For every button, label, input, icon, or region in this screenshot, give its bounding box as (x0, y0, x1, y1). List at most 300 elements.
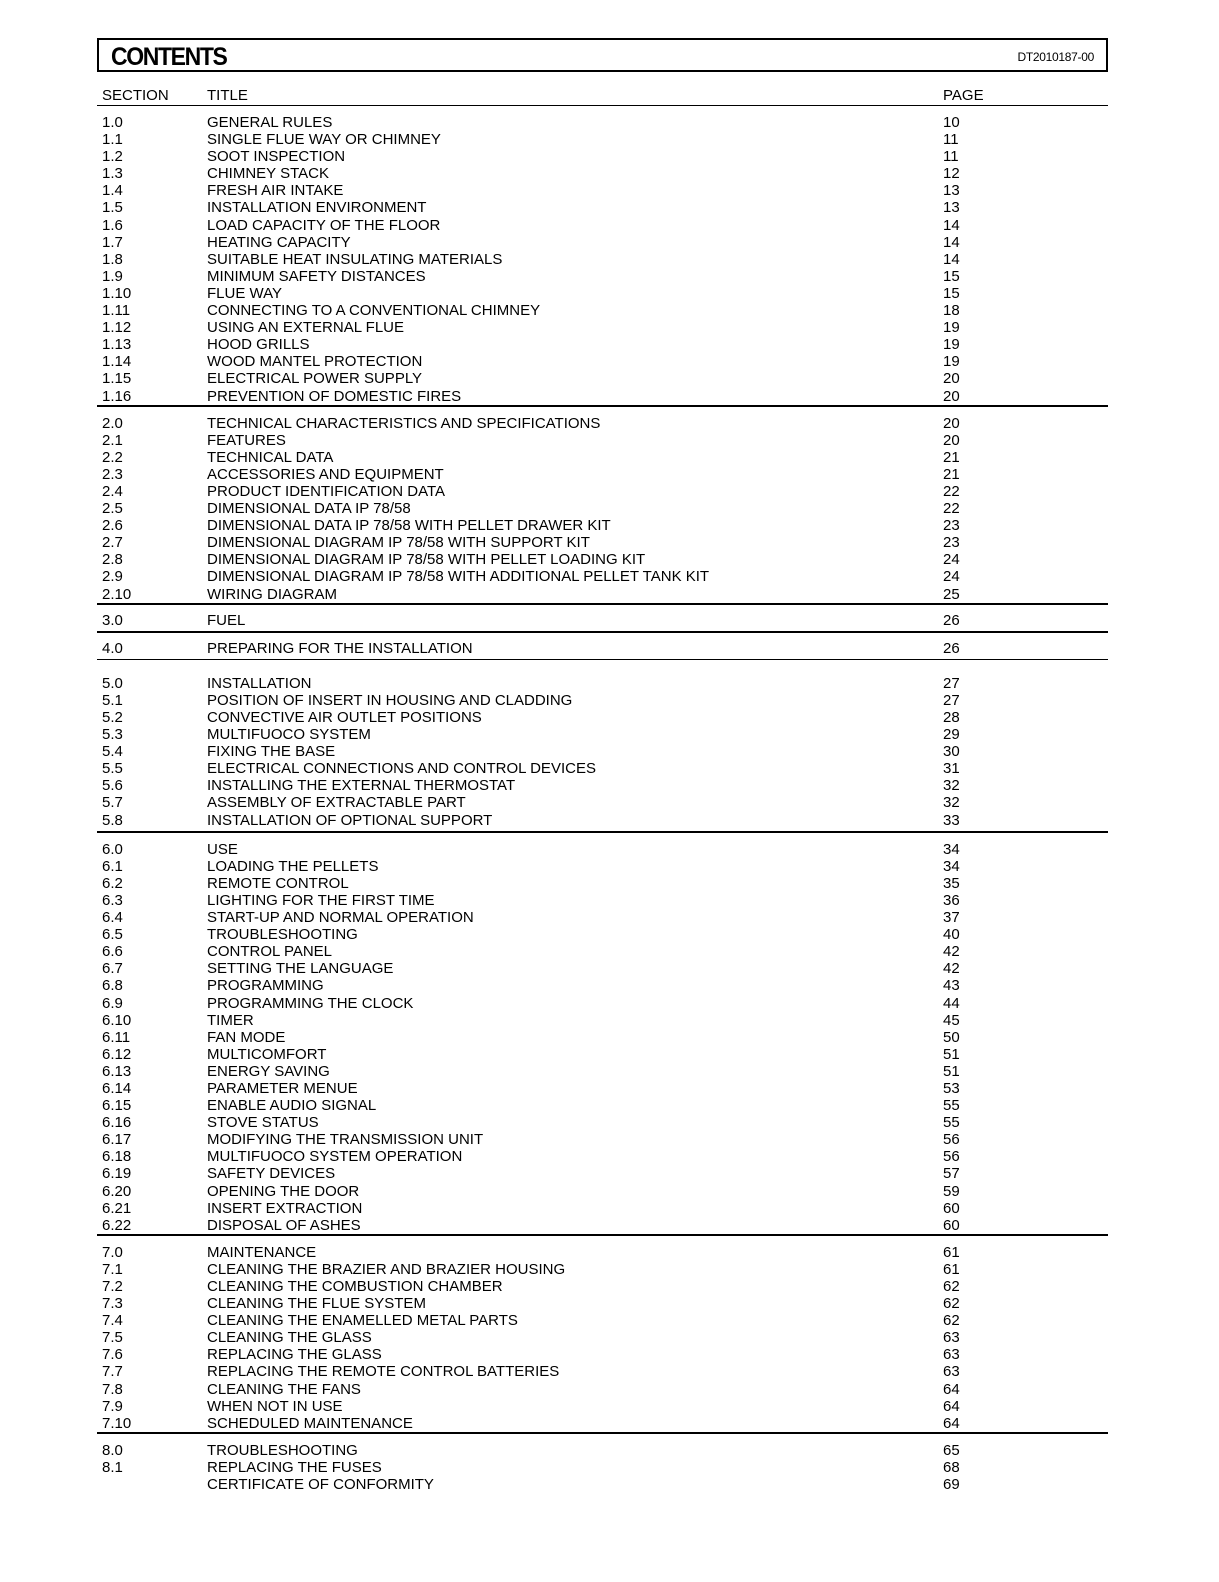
toc-title: INSTALLATION (207, 674, 312, 692)
toc-row (97, 1063, 1108, 1080)
toc-title: SAFETY DEVICES (207, 1165, 336, 1183)
toc-row (97, 353, 1108, 370)
toc-title: CLEANING THE BRAZIER AND BRAZIER HOUSING (207, 1260, 566, 1278)
toc-title: LOAD CAPACITY OF THE FLOOR (207, 216, 441, 234)
toc-row (97, 217, 1108, 234)
toc-title: PREVENTION OF DOMESTIC FIRES (207, 387, 462, 405)
toc-page-number: 64 (943, 1380, 960, 1398)
toc-row (97, 1217, 1108, 1234)
toc-page-number: 32 (943, 777, 960, 795)
toc-page-number: 63 (943, 1363, 960, 1381)
toc-page-number: 13 (943, 182, 960, 200)
toc-row (97, 449, 1108, 466)
toc-section-number: 2.9 (102, 568, 123, 586)
toc-page-number: 55 (943, 1097, 960, 1115)
toc-section-number: 1.14 (102, 353, 132, 371)
toc-section-number: 2.6 (102, 517, 123, 535)
toc-page-number: 10 (943, 114, 960, 131)
toc-page-number: 57 (943, 1165, 960, 1183)
toc-title: FIXING THE BASE (207, 743, 336, 761)
toc-row (97, 1476, 1108, 1493)
toc-row (97, 199, 1108, 216)
toc-row (97, 1346, 1108, 1363)
column-header-title: TITLE (207, 87, 248, 104)
toc-row (97, 1398, 1108, 1415)
toc-row (97, 1329, 1108, 1346)
toc-section-number: 5.5 (102, 760, 123, 778)
toc-row (97, 777, 1108, 794)
toc-title: WHEN NOT IN USE (207, 1397, 343, 1415)
toc-page-number: 11 (943, 148, 959, 166)
toc-title: FRESH AIR INTAKE (207, 182, 344, 200)
toc-title: ENABLE AUDIO SIGNAL (207, 1097, 377, 1115)
toc-title: PROGRAMMING THE CLOCK (207, 994, 414, 1012)
toc-page-number: 32 (943, 794, 960, 812)
toc-page-number: 26 (943, 639, 960, 657)
toc-title: MULTIFUOCO SYSTEM OPERATION (207, 1148, 463, 1166)
toc-row (97, 500, 1108, 517)
toc-title: WOOD MANTEL PROTECTION (207, 353, 423, 371)
toc-title: LIGHTING FOR THE FIRST TIME (207, 891, 435, 909)
toc-row (97, 612, 1108, 629)
toc-title: CHIMNEY STACK (207, 165, 329, 183)
toc-section-number: 1.5 (102, 199, 123, 217)
toc-row (97, 1442, 1108, 1459)
toc-section-number: 6.13 (102, 1062, 132, 1080)
toc-row (97, 336, 1108, 353)
toc-section-number: 5.8 (102, 811, 123, 829)
toc-row (97, 1183, 1108, 1200)
toc-section-number: 7.5 (102, 1329, 123, 1347)
toc-title: OPENING THE DOOR (207, 1182, 360, 1200)
toc-section-number: 6.15 (102, 1097, 132, 1115)
toc-page-number: 19 (943, 353, 960, 371)
toc-section-number: 1.7 (102, 233, 123, 251)
toc-section-number: 6.2 (102, 874, 123, 892)
toc-page-number: 18 (943, 302, 960, 320)
toc-row (97, 551, 1108, 568)
toc-title: ELECTRICAL CONNECTIONS AND CONTROL DEVICES (207, 760, 596, 778)
toc-section-number: 7.7 (102, 1363, 123, 1381)
toc-page-number: 35 (943, 874, 960, 892)
toc-title: REPLACING THE GLASS (207, 1346, 382, 1364)
toc-row (97, 534, 1108, 551)
toc-section-number: 2.0 (102, 414, 123, 432)
toc-section-number: 8.0 (102, 1441, 123, 1459)
toc-page-number: 27 (943, 691, 960, 709)
toc-page-number: 63 (943, 1329, 960, 1347)
toc-title: PARAMETER MENUE (207, 1079, 358, 1097)
toc-section-number: 6.8 (102, 977, 123, 995)
toc-page-number: 43 (943, 977, 960, 995)
toc-page-number: 37 (943, 909, 960, 927)
toc-page-number: 20 (943, 431, 960, 449)
toc-group (97, 660, 1108, 833)
toc-page-number: 30 (943, 743, 960, 761)
toc-title: DIMENSIONAL DIAGRAM IP 78/58 WITH PELLET LOADING KIT (207, 551, 646, 569)
toc-section-number: 6.14 (102, 1079, 132, 1097)
toc-section-number: 6.17 (102, 1131, 132, 1149)
toc-page-number: 64 (943, 1414, 960, 1432)
toc-title: FAN MODE (207, 1028, 286, 1046)
toc-page-number: 22 (943, 482, 960, 500)
toc-page-number: 25 (943, 585, 960, 603)
toc-row (97, 251, 1108, 268)
toc-title: INSTALLATION ENVIRONMENT (207, 199, 427, 217)
toc-section-number: 2.4 (102, 482, 123, 500)
toc-section-number: 3.0 (102, 611, 123, 629)
toc-row (97, 1148, 1108, 1165)
toc-section-number: 6.20 (102, 1182, 132, 1200)
toc-title: USE (207, 840, 238, 858)
toc-row (97, 131, 1108, 148)
toc-row (97, 1244, 1108, 1261)
contents-page (97, 38, 1108, 1493)
toc-section-number: 6.4 (102, 909, 123, 927)
toc-row (97, 517, 1108, 534)
toc-page-number: 51 (943, 1045, 960, 1063)
toc-row (97, 943, 1108, 960)
toc-section-number: 6.19 (102, 1165, 132, 1183)
column-header-page: PAGE (943, 87, 984, 104)
toc-page-number: 50 (943, 1028, 960, 1046)
toc-section-number: 2.3 (102, 465, 123, 483)
toc-row (97, 268, 1108, 285)
toc-row (97, 302, 1108, 319)
toc-row (97, 726, 1108, 743)
toc-page-number: 21 (943, 465, 960, 483)
toc-section-number: 6.12 (102, 1045, 132, 1063)
toc-page-number: 14 (943, 216, 960, 234)
toc-row (97, 285, 1108, 302)
toc-row (97, 909, 1108, 926)
toc-row (97, 692, 1108, 709)
toc-group (97, 106, 1108, 407)
toc-row (97, 1278, 1108, 1295)
toc-row (97, 709, 1108, 726)
toc-section-number: 1.12 (102, 319, 132, 337)
toc-page-number: 14 (943, 233, 960, 251)
toc-title: GENERAL RULES (207, 114, 333, 131)
toc-row (97, 182, 1108, 199)
toc-row (97, 1415, 1108, 1432)
toc-section-number: 2.5 (102, 500, 123, 518)
toc-page-number: 53 (943, 1079, 960, 1097)
toc-title: REPLACING THE REMOTE CONTROL BATTERIES (207, 1363, 560, 1381)
toc-title: ACCESSORIES AND EQUIPMENT (207, 465, 444, 483)
toc-page-number: 24 (943, 568, 960, 586)
toc-section-number: 2.8 (102, 551, 123, 569)
toc-page-number: 21 (943, 448, 960, 466)
toc-title: MINIMUM SAFETY DISTANCES (207, 267, 426, 285)
toc-title: HEATING CAPACITY (207, 233, 351, 251)
toc-page-number: 29 (943, 726, 960, 744)
toc-section-number: 7.4 (102, 1312, 123, 1330)
toc-section-number: 6.21 (102, 1199, 132, 1217)
toc-title: PROGRAMMING (207, 977, 324, 995)
toc-row (97, 388, 1108, 405)
toc-section-number: 6.6 (102, 943, 123, 961)
page-title: CONTENTS (111, 43, 227, 71)
toc-row (97, 675, 1108, 692)
toc-row (97, 841, 1108, 858)
toc-row (97, 1295, 1108, 1312)
toc-section-number: 7.0 (102, 1243, 123, 1261)
toc-title: START-UP AND NORMAL OPERATION (207, 909, 474, 927)
toc-group (97, 407, 1108, 605)
toc-section-number: 1.3 (102, 165, 123, 183)
toc-title: CLEANING THE ENAMELLED METAL PARTS (207, 1312, 518, 1330)
column-headers (97, 72, 1108, 106)
toc-title: SOOT INSPECTION (207, 148, 346, 166)
toc-title: FEATURES (207, 431, 286, 449)
toc-row (97, 1114, 1108, 1131)
toc-section-number: 5.4 (102, 743, 123, 761)
toc-page-number: 42 (943, 960, 960, 978)
toc-row (97, 1363, 1108, 1380)
toc-section-number: 7.10 (102, 1414, 132, 1432)
toc-page-number: 60 (943, 1216, 960, 1234)
toc-page-number: 44 (943, 994, 960, 1012)
toc-title: STOVE STATUS (207, 1114, 319, 1132)
toc-row (97, 1381, 1108, 1398)
toc-section-number: 6.16 (102, 1114, 132, 1132)
toc-row (97, 1200, 1108, 1217)
toc-page-number: 51 (943, 1062, 960, 1080)
toc-row (97, 892, 1108, 909)
toc-row (97, 1165, 1108, 1182)
toc-title: CONTROL PANEL (207, 943, 333, 961)
toc-row (97, 1261, 1108, 1278)
toc-row (97, 114, 1108, 131)
toc-title: DIMENSIONAL DATA IP 78/58 WITH PELLET DRAWER KIT (207, 517, 611, 535)
toc-title: WIRING DIAGRAM (207, 585, 337, 603)
toc-page-number: 11 (943, 131, 959, 149)
toc-title: CLEANING THE FLUE SYSTEM (207, 1295, 426, 1313)
toc-row (97, 875, 1108, 892)
toc-page-number: 59 (943, 1182, 960, 1200)
toc-section-number: 5.2 (102, 709, 123, 726)
toc-title: SINGLE FLUE WAY OR CHIMNEY (207, 131, 441, 149)
toc-title: LOADING THE PELLETS (207, 857, 379, 875)
toc-row (97, 483, 1108, 500)
toc-title: SUITABLE HEAT INSULATING MATERIALS (207, 250, 503, 268)
toc-title: REMOTE CONTROL (207, 874, 349, 892)
toc-section-number: 6.3 (102, 891, 123, 909)
toc-title: MAINTENANCE (207, 1243, 317, 1261)
toc-section-number: 7.8 (102, 1380, 123, 1398)
toc-title: TROUBLESHOOTING (207, 1441, 358, 1459)
toc-title: CERTIFICATE OF CONFORMITY (207, 1476, 434, 1494)
toc-group (97, 633, 1108, 660)
toc-page-number: 64 (943, 1397, 960, 1415)
toc-title: MULTICOMFORT (207, 1045, 327, 1063)
toc-row (97, 1080, 1108, 1097)
toc-page-number: 31 (943, 760, 960, 778)
toc-title: DIMENSIONAL DATA IP 78/58 (207, 500, 411, 518)
toc-page-number: 22 (943, 500, 960, 518)
toc-row (97, 1459, 1108, 1476)
toc-page-number: 68 (943, 1458, 960, 1476)
toc-page-number: 19 (943, 336, 960, 354)
toc-title: DIMENSIONAL DIAGRAM IP 78/58 WITH ADDITIONAL PELLET TANK KIT (207, 568, 710, 586)
toc-section-number: 5.7 (102, 794, 123, 812)
toc-title: FUEL (207, 611, 246, 629)
toc-section-number: 1.4 (102, 182, 123, 200)
toc-title: HOOD GRILLS (207, 336, 310, 354)
toc-row (97, 995, 1108, 1012)
toc-page-number: 23 (943, 517, 960, 535)
toc-section-number: 6.5 (102, 926, 123, 944)
toc-page-number: 20 (943, 387, 960, 405)
toc-page-number: 62 (943, 1278, 960, 1295)
toc-section-number: 1.1 (102, 131, 123, 149)
toc-title: REPLACING THE FUSES (207, 1458, 382, 1476)
toc-title: ELECTRICAL POWER SUPPLY (207, 370, 423, 388)
toc-title: ASSEMBLY OF EXTRACTABLE PART (207, 794, 466, 812)
toc-row (97, 466, 1108, 483)
toc-title: CLEANING THE FANS (207, 1380, 361, 1398)
toc-page-number: 15 (943, 284, 960, 302)
toc-section-number: 7.3 (102, 1295, 123, 1313)
toc-section-number: 1.10 (102, 284, 132, 302)
toc-title: CONNECTING TO A CONVENTIONAL CHIMNEY (207, 302, 541, 320)
toc-section-number: 5.1 (102, 691, 123, 709)
toc-row (97, 234, 1108, 251)
toc-title: TECHNICAL DATA (207, 448, 334, 466)
toc-page-number: 45 (943, 1011, 960, 1029)
toc-row (97, 977, 1108, 994)
toc-page-number: 12 (943, 165, 960, 183)
toc-title: POSITION OF INSERT IN HOUSING AND CLADDING (207, 691, 573, 709)
toc-page-number: 27 (943, 674, 960, 692)
toc-page-number: 60 (943, 1199, 960, 1217)
toc-row (97, 794, 1108, 811)
toc-row (97, 415, 1108, 432)
toc-section-number: 8.1 (102, 1458, 123, 1476)
document-code: DT2010187-00 (1017, 50, 1094, 64)
toc-title: INSTALLING THE EXTERNAL THERMOSTAT (207, 777, 516, 795)
toc-section-number: 6.9 (102, 994, 123, 1012)
toc-row (97, 812, 1108, 829)
toc-section-number: 7.1 (102, 1260, 123, 1278)
toc-section-number: 5.0 (102, 674, 123, 692)
toc-row (97, 640, 1108, 657)
toc-page-number: 65 (943, 1441, 960, 1459)
toc-page-number: 56 (943, 1148, 960, 1166)
toc-section-number: 6.11 (102, 1028, 131, 1046)
toc-section-number: 6.0 (102, 840, 123, 858)
toc-title: CLEANING THE COMBUSTION CHAMBER (207, 1278, 503, 1295)
toc-row (97, 370, 1108, 387)
toc-row (97, 1097, 1108, 1114)
toc-group (97, 1236, 1108, 1434)
toc-row (97, 926, 1108, 943)
toc-title: MULTIFUOCO SYSTEM (207, 726, 371, 744)
toc-page-number: 55 (943, 1114, 960, 1132)
toc-title: SETTING THE LANGUAGE (207, 960, 394, 978)
toc-section-number: 5.3 (102, 726, 123, 744)
toc-section-number: 1.15 (102, 370, 132, 388)
toc-page-number: 15 (943, 267, 960, 285)
toc-title: ENERGY SAVING (207, 1062, 330, 1080)
toc-section-number: 6.22 (102, 1216, 132, 1234)
toc-section-number: 1.11 (102, 302, 131, 320)
toc-page-number: 33 (943, 811, 960, 829)
toc-page-number: 34 (943, 840, 960, 858)
toc-section-number: 4.0 (102, 639, 123, 657)
toc-page-number: 14 (943, 250, 960, 268)
toc-row (97, 1312, 1108, 1329)
toc-title: INSERT EXTRACTION (207, 1199, 363, 1217)
toc-page-number: 20 (943, 370, 960, 388)
toc-page-number: 42 (943, 943, 960, 961)
toc-group (97, 833, 1108, 1236)
toc-title: DIMENSIONAL DIAGRAM IP 78/58 WITH SUPPORT KIT (207, 534, 590, 552)
toc-page-number: 40 (943, 926, 960, 944)
toc-section-number: 5.6 (102, 777, 123, 795)
toc-group (97, 1434, 1108, 1493)
toc-row (97, 586, 1108, 603)
toc-title: SCHEDULED MAINTENANCE (207, 1414, 413, 1432)
toc-title: FLUE WAY (207, 284, 283, 302)
toc-section-number: 2.1 (102, 431, 123, 449)
toc-title: DISPOSAL OF ASHES (207, 1216, 361, 1234)
toc-section-number: 2.7 (102, 534, 123, 552)
toc-page-number: 69 (943, 1476, 960, 1494)
toc-title: CONVECTIVE AIR OUTLET POSITIONS (207, 709, 482, 726)
contents-header (97, 38, 1108, 72)
toc-title: TECHNICAL CHARACTERISTICS AND SPECIFICATIONS (207, 414, 601, 432)
toc-row (97, 1131, 1108, 1148)
toc-page-number: 62 (943, 1295, 960, 1313)
toc-page-number: 24 (943, 551, 960, 569)
toc-page-number: 61 (943, 1260, 960, 1278)
toc-section-number: 1.9 (102, 267, 123, 285)
toc-page-number: 63 (943, 1346, 960, 1364)
toc-section-number: 6.18 (102, 1148, 132, 1166)
toc-row (97, 432, 1108, 449)
toc-section-number: 2.2 (102, 448, 123, 466)
toc-page-number: 36 (943, 891, 960, 909)
toc-row (97, 1029, 1108, 1046)
toc-row (97, 858, 1108, 875)
toc-group (97, 605, 1108, 633)
toc-page-number: 56 (943, 1131, 960, 1149)
toc-page-number: 61 (943, 1243, 960, 1261)
toc-page-number: 23 (943, 534, 960, 552)
toc-row (97, 1012, 1108, 1029)
toc-title: USING AN EXTERNAL FLUE (207, 319, 404, 337)
toc-page-number: 20 (943, 414, 960, 432)
toc-section-number: 1.0 (102, 114, 123, 131)
toc-section-number: 2.10 (102, 585, 132, 603)
toc-section-number: 6.7 (102, 960, 123, 978)
toc-title: PRODUCT IDENTIFICATION DATA (207, 482, 446, 500)
toc-row (97, 1046, 1108, 1063)
toc-title: MODIFYING THE TRANSMISSION UNIT (207, 1131, 484, 1149)
column-header-section: SECTION (102, 87, 169, 104)
toc-page-number: 28 (943, 709, 960, 726)
toc-row (97, 960, 1108, 977)
toc-row (97, 760, 1108, 777)
toc-title: INSTALLATION OF OPTIONAL SUPPORT (207, 811, 493, 829)
toc-title: TROUBLESHOOTING (207, 926, 358, 944)
toc-page-number: 19 (943, 319, 960, 337)
toc-section-number: 6.1 (102, 857, 123, 875)
toc-section-number: 7.9 (102, 1397, 123, 1415)
toc-page-number: 26 (943, 611, 960, 629)
